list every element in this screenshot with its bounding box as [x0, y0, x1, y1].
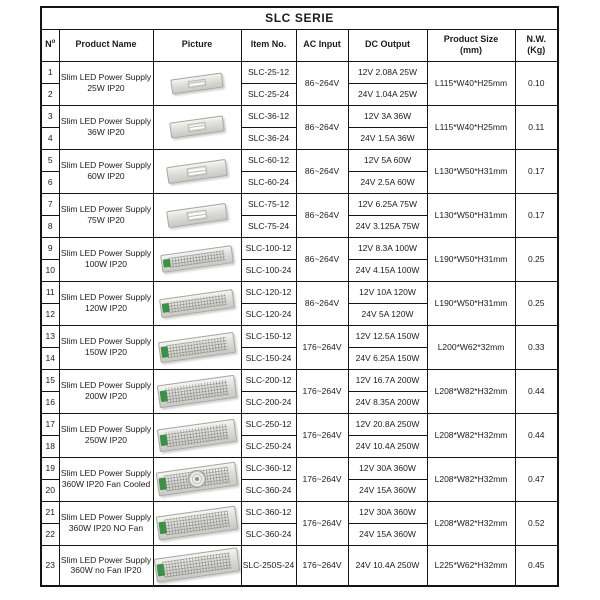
- psu-mesh-texture: [162, 553, 232, 578]
- row-number: 22: [41, 523, 59, 545]
- dc-output: 12V 6.25A 75W: [348, 193, 427, 215]
- picture-cell: [153, 281, 241, 325]
- dc-output: 24V 5A 120W: [348, 303, 427, 325]
- dc-output: 12V 20.8A 250W: [348, 413, 427, 435]
- col-header-product-size: [427, 29, 515, 61]
- row-number: 13: [41, 325, 59, 347]
- dc-output: 24V 1.5A 36W: [348, 127, 427, 149]
- item-no: SLC-36-24: [241, 127, 296, 149]
- row-number: 3: [41, 105, 59, 127]
- product-name: [59, 501, 153, 545]
- product-name-line2: 360W IP20 Fan Cooled: [61, 479, 151, 489]
- dc-output: 24V 6.25A 150W: [348, 347, 427, 369]
- psu-terminal-block: [161, 346, 169, 357]
- product-name-line1: Slim LED Power Supply: [60, 160, 152, 171]
- dc-output: 24V 10.4A 250W: [348, 435, 427, 457]
- item-no: SLC-360-24: [241, 479, 296, 501]
- row-number: 6: [41, 171, 59, 193]
- col-header-dc-output: DC Output: [348, 29, 427, 61]
- ac-input: 86~264V: [296, 281, 348, 325]
- net-weight: 0.45: [515, 545, 558, 586]
- product-name: [59, 325, 153, 369]
- ac-input: 86~264V: [296, 61, 348, 105]
- product-size: L190*W50*H31mm: [427, 237, 515, 281]
- table-row: [41, 545, 558, 586]
- product-name-line2: 25W IP20: [87, 83, 125, 93]
- ac-input: 86~264V: [296, 105, 348, 149]
- product-size: L115*W40*H25mm: [427, 61, 515, 105]
- power-supply-image: [166, 158, 228, 183]
- row-number: 4: [41, 127, 59, 149]
- table-row: [41, 457, 558, 479]
- power-supply-image: [170, 72, 224, 94]
- power-supply-image: [160, 245, 234, 273]
- psu-mesh-texture: [166, 336, 227, 357]
- dc-output: 12V 30A 360W: [348, 501, 427, 523]
- row-number: 19: [41, 457, 59, 479]
- col-header-number-label: N: [45, 39, 52, 50]
- product-name: [59, 545, 153, 586]
- ac-input: 176~264V: [296, 545, 348, 586]
- row-number: 17: [41, 413, 59, 435]
- product-size: L208*W82*H32mm: [427, 369, 515, 413]
- product-name: [59, 193, 153, 237]
- picture-cell: [153, 61, 241, 105]
- power-supply-image: [157, 418, 237, 452]
- product-name-line1: Slim LED Power Supply: [60, 336, 152, 347]
- row-number: 8: [41, 215, 59, 237]
- row-number: 12: [41, 303, 59, 325]
- item-no: SLC-60-12: [241, 149, 296, 171]
- product-size: L115*W40*H25mm: [427, 105, 515, 149]
- product-name-line1: Slim LED Power Supply: [60, 204, 152, 215]
- product-name-line2: 360W no Fan IP20: [70, 565, 142, 576]
- dc-output: 24V 1.04A 25W: [348, 83, 427, 105]
- product-name-line2: 360W IP20 NO Fan: [68, 523, 144, 533]
- table-row: [41, 325, 558, 347]
- item-no: SLC-150-24: [241, 347, 296, 369]
- product-name-line2: 36W IP20: [87, 127, 125, 137]
- picture-cell: [153, 105, 241, 149]
- row-number: 11: [41, 281, 59, 303]
- net-weight: 0.25: [515, 237, 558, 281]
- product-size: L225*W62*H32mm: [427, 545, 515, 586]
- product-name: [59, 413, 153, 457]
- picture-cell: [153, 237, 241, 281]
- product-name-line1: Slim LED Power Supply: [60, 468, 152, 479]
- product-picture: [155, 76, 240, 91]
- row-number: 10: [41, 259, 59, 281]
- ac-input: 86~264V: [296, 149, 348, 193]
- product-name-line2: 200W IP20: [84, 391, 128, 401]
- product-name-line2: 75W IP20: [87, 215, 125, 225]
- dc-output: 24V 2.5A 60W: [348, 171, 427, 193]
- product-name: [59, 149, 153, 193]
- picture-cell: [153, 501, 241, 545]
- picture-cell: [153, 545, 241, 586]
- net-weight: 0.25: [515, 281, 558, 325]
- product-picture: [155, 511, 240, 535]
- product-name-line1: Slim LED Power Supply: [60, 554, 152, 565]
- product-size: L130*W50*H31mm: [427, 149, 515, 193]
- net-weight: 0.10: [515, 61, 558, 105]
- product-picture: [155, 250, 240, 268]
- dc-output: 24V 10.4A 250W: [348, 545, 427, 586]
- item-no: SLC-75-12: [241, 193, 296, 215]
- item-no: SLC-25-12: [241, 61, 296, 83]
- product-name-line1: Slim LED Power Supply: [60, 72, 152, 83]
- dc-output: 12V 8.3A 100W: [348, 237, 427, 259]
- item-no: SLC-360-12: [241, 457, 296, 479]
- power-supply-image: [154, 548, 241, 583]
- power-supply-image: [156, 506, 239, 541]
- table-row: [41, 61, 558, 83]
- product-name: [59, 105, 153, 149]
- psu-terminal-block: [159, 521, 168, 534]
- row-number: 21: [41, 501, 59, 523]
- table-body: [41, 61, 558, 586]
- product-size: L190*W50*H31mm: [427, 281, 515, 325]
- table-row: [41, 369, 558, 391]
- net-weight: 0.44: [515, 413, 558, 457]
- product-name: [59, 457, 153, 501]
- net-weight: 0.52: [515, 501, 558, 545]
- ac-input: 176~264V: [296, 413, 348, 457]
- product-name-line2: 120W IP20: [84, 303, 128, 313]
- item-no: SLC-60-24: [241, 171, 296, 193]
- product-name-line2: 60W IP20: [87, 171, 125, 181]
- product-name-line2: 150W IP20: [84, 347, 128, 357]
- product-name: [59, 61, 153, 105]
- table-title: SLC SERIE: [41, 7, 558, 29]
- item-no: SLC-250S-24: [241, 545, 296, 586]
- psu-label-sticker: [187, 122, 207, 133]
- ac-input: 86~264V: [296, 237, 348, 281]
- item-no: SLC-360-24: [241, 523, 296, 545]
- table-row: [41, 105, 558, 127]
- col-header-picture: Picture: [153, 29, 241, 61]
- item-no: SLC-120-24: [241, 303, 296, 325]
- dc-output: 24V 8.35A 200W: [348, 391, 427, 413]
- col-header-ac-input: AC Input: [296, 29, 348, 61]
- dc-output: 12V 3A 36W: [348, 105, 427, 127]
- psu-mesh-texture: [165, 379, 228, 402]
- net-weight: 0.33: [515, 325, 558, 369]
- row-number: 2: [41, 83, 59, 105]
- product-name: [59, 281, 153, 325]
- row-number: 5: [41, 149, 59, 171]
- item-no: SLC-200-12: [241, 369, 296, 391]
- picture-cell: [153, 193, 241, 237]
- col-header-number: [41, 29, 59, 61]
- table-row: [41, 193, 558, 215]
- ac-input: 176~264V: [296, 501, 348, 545]
- dc-output: 24V 4.15A 100W: [348, 259, 427, 281]
- power-supply-image: [159, 288, 235, 317]
- item-no: SLC-100-12: [241, 237, 296, 259]
- table-row: [41, 413, 558, 435]
- item-no: SLC-120-12: [241, 281, 296, 303]
- col-header-item-no: Item No.: [241, 29, 296, 61]
- product-name-line1: Slim LED Power Supply: [60, 424, 152, 435]
- product-picture: [155, 380, 240, 403]
- dc-output: 12V 2.08A 25W: [348, 61, 427, 83]
- product-name-line2: 100W IP20: [84, 259, 128, 269]
- product-picture: [155, 294, 240, 313]
- psu-label-sticker: [186, 165, 208, 177]
- dc-output: 12V 10A 120W: [348, 281, 427, 303]
- dc-output: 24V 15A 360W: [348, 479, 427, 501]
- col-header-net-weight: [515, 29, 558, 61]
- net-weight: 0.17: [515, 149, 558, 193]
- dc-output: 12V 12.5A 150W: [348, 325, 427, 347]
- col-header-net-weight-line2: (Kg): [527, 45, 546, 55]
- psu-mesh-texture: [169, 250, 226, 268]
- product-name-line1: Slim LED Power Supply: [60, 292, 152, 303]
- ac-input: 176~264V: [296, 457, 348, 501]
- psu-mesh-texture: [165, 423, 228, 446]
- row-number: 20: [41, 479, 59, 501]
- psu-terminal-block: [157, 564, 166, 577]
- row-number: 1: [41, 61, 59, 83]
- psu-terminal-block: [159, 477, 168, 490]
- psu-terminal-block: [162, 302, 170, 312]
- col-header-product-name: Product Name: [59, 29, 153, 61]
- product-picture: [155, 163, 240, 180]
- product-name-line1: Slim LED Power Supply: [60, 512, 152, 523]
- psu-label-sticker: [188, 78, 207, 88]
- net-weight: 0.44: [515, 369, 558, 413]
- net-weight: 0.47: [515, 457, 558, 501]
- item-no: SLC-75-24: [241, 215, 296, 237]
- product-size: L200*W62*32mm: [427, 325, 515, 369]
- product-picture: [155, 337, 240, 358]
- table-header-row: [41, 29, 558, 61]
- product-size: L208*W82*H32mm: [427, 457, 515, 501]
- ac-input: 86~264V: [296, 193, 348, 237]
- product-picture: [155, 553, 240, 577]
- row-number: 7: [41, 193, 59, 215]
- item-no: SLC-100-24: [241, 259, 296, 281]
- dc-output: 12V 16.7A 200W: [348, 369, 427, 391]
- picture-cell: [153, 369, 241, 413]
- row-number: 18: [41, 435, 59, 457]
- picture-cell: [153, 413, 241, 457]
- net-weight: 0.11: [515, 105, 558, 149]
- row-number: 14: [41, 347, 59, 369]
- product-picture: [155, 467, 240, 491]
- row-number: 23: [41, 545, 59, 586]
- col-header-net-weight-line1: N.W.: [526, 33, 546, 44]
- row-number: 16: [41, 391, 59, 413]
- table-row: [41, 501, 558, 523]
- product-picture: [155, 119, 240, 135]
- dc-output: 12V 30A 360W: [348, 457, 427, 479]
- item-no: SLC-200-24: [241, 391, 296, 413]
- item-no: SLC-360-12: [241, 501, 296, 523]
- col-header-number-sup: o: [51, 39, 56, 46]
- product-name-line2: 250W IP20: [84, 435, 128, 445]
- col-header-product-size-line2: (mm): [460, 45, 482, 55]
- power-supply-image: [156, 462, 239, 497]
- dc-output: 24V 3.125A 75W: [348, 215, 427, 237]
- table-row: [41, 281, 558, 303]
- item-no: SLC-250-24: [241, 435, 296, 457]
- product-name-line1: Slim LED Power Supply: [60, 380, 152, 391]
- col-header-product-size-line1: Product Size: [443, 33, 499, 44]
- net-weight: 0.17: [515, 193, 558, 237]
- product-spec-table: [40, 6, 559, 587]
- picture-cell: [153, 149, 241, 193]
- product-name: [59, 369, 153, 413]
- psu-label-sticker: [186, 209, 208, 221]
- row-number: 15: [41, 369, 59, 391]
- power-supply-image: [169, 115, 225, 138]
- row-number: 9: [41, 237, 59, 259]
- product-name: [59, 237, 153, 281]
- dc-output: 12V 5A 60W: [348, 149, 427, 171]
- psu-terminal-block: [163, 258, 171, 268]
- ac-input: 176~264V: [296, 325, 348, 369]
- power-supply-image: [157, 374, 237, 408]
- item-no: SLC-150-12: [241, 325, 296, 347]
- picture-cell: [153, 325, 241, 369]
- dc-output: 24V 15A 360W: [348, 523, 427, 545]
- psu-mesh-texture: [164, 511, 230, 536]
- power-supply-image: [158, 331, 236, 362]
- table-row: [41, 237, 558, 259]
- product-picture: [155, 424, 240, 447]
- item-no: SLC-36-12: [241, 105, 296, 127]
- power-supply-image: [166, 202, 228, 227]
- psu-mesh-texture: [168, 294, 227, 313]
- product-size: L130*W50*H31mm: [427, 193, 515, 237]
- product-name-line1: Slim LED Power Supply: [60, 248, 152, 259]
- product-name-line1: Slim LED Power Supply: [60, 116, 152, 127]
- item-no: SLC-250-12: [241, 413, 296, 435]
- product-size: L208*W82*H32mm: [427, 413, 515, 457]
- product-size: L208*W82*H32mm: [427, 501, 515, 545]
- item-no: SLC-25-24: [241, 83, 296, 105]
- table-row: [41, 149, 558, 171]
- picture-cell: [153, 457, 241, 501]
- table-title-row: [41, 7, 558, 29]
- product-picture: [155, 207, 240, 224]
- ac-input: 176~264V: [296, 369, 348, 413]
